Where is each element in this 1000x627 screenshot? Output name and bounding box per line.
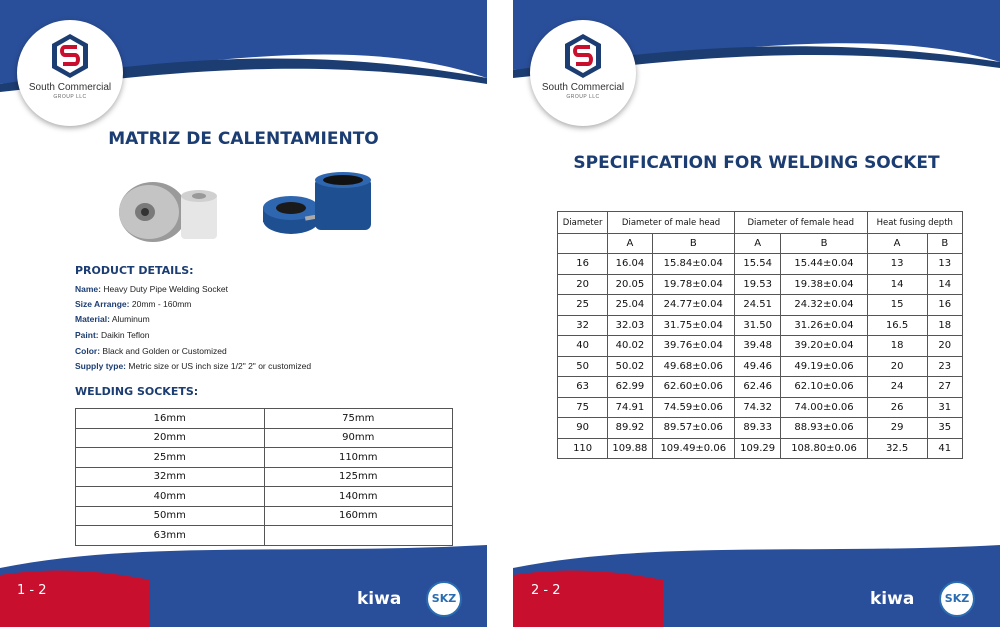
table-cell: A xyxy=(608,234,652,254)
table-row xyxy=(76,487,453,507)
table-cell: 40mm xyxy=(76,487,265,507)
table-cell: 125mm xyxy=(264,467,453,487)
specification-table xyxy=(557,211,963,459)
table-cell: 32mm xyxy=(76,467,265,487)
table-cell: 24.77±0.04 xyxy=(652,295,734,316)
table-cell: 13 xyxy=(927,254,962,275)
column-header: Diameter of female head xyxy=(734,212,867,234)
table-cell: 108.80±0.06 xyxy=(781,438,867,459)
page-number: 1 - 2 xyxy=(17,583,47,598)
column-header: Diameter of male head xyxy=(608,212,735,234)
skz-logo xyxy=(939,581,975,617)
page-gutter xyxy=(487,0,513,627)
table-cell: 15 xyxy=(867,295,927,316)
table-cell: 63mm xyxy=(76,526,265,546)
table-row xyxy=(76,506,453,526)
detail-label: Supply type: xyxy=(75,361,127,371)
detail-value: 20mm - 160mm xyxy=(131,299,192,309)
table-row xyxy=(558,315,963,336)
table-cell: 62.99 xyxy=(608,377,652,398)
table-cell: 31.26±0.04 xyxy=(781,315,867,336)
logo-name: South Commercial xyxy=(28,82,112,93)
table-cell: 49.46 xyxy=(734,356,781,377)
table-cell: 16 xyxy=(558,254,608,275)
column-header: Diameter xyxy=(558,212,608,234)
table-cell: 20mm xyxy=(76,428,265,448)
table-cell: 89.57±0.06 xyxy=(652,418,734,439)
table-cell: 20.05 xyxy=(608,274,652,295)
logo-mark-icon xyxy=(563,33,603,79)
table-cell xyxy=(264,526,453,546)
table-subheader-row xyxy=(558,234,963,254)
table-cell: 110mm xyxy=(264,448,453,468)
table-cell: 39.20±0.04 xyxy=(781,336,867,357)
table-cell: 74.32 xyxy=(734,397,781,418)
table-row xyxy=(558,418,963,439)
detail-material xyxy=(75,314,150,324)
table-row xyxy=(76,526,453,546)
table-cell: B xyxy=(927,234,962,254)
table-cell: 23 xyxy=(927,356,962,377)
table-cell: 32.5 xyxy=(867,438,927,459)
detail-color xyxy=(75,346,227,356)
page-number: 2 - 2 xyxy=(531,583,561,598)
table-cell: 62.60±0.06 xyxy=(652,377,734,398)
table-cell: 74.00±0.06 xyxy=(781,397,867,418)
table-cell: 18 xyxy=(927,315,962,336)
kiwa-logo: kiwa xyxy=(357,589,402,609)
table-cell: 50mm xyxy=(76,506,265,526)
table-cell: 16 xyxy=(927,295,962,316)
logo-name: South Commercial xyxy=(541,82,625,93)
page-2 xyxy=(513,0,1000,627)
table-cell: 20 xyxy=(927,336,962,357)
table-cell: 39.48 xyxy=(734,336,781,357)
table-row xyxy=(76,467,453,487)
table-cell: 49.19±0.06 xyxy=(781,356,867,377)
table-cell: 50.02 xyxy=(608,356,652,377)
table-cell: 90 xyxy=(558,418,608,439)
table-cell: 63 xyxy=(558,377,608,398)
detail-label: Paint: xyxy=(75,330,99,340)
table-cell: 40.02 xyxy=(608,336,652,357)
table-cell: 32 xyxy=(558,315,608,336)
table-cell: 160mm xyxy=(264,506,453,526)
table-cell: 20 xyxy=(558,274,608,295)
table-row xyxy=(558,397,963,418)
table-cell: 20 xyxy=(867,356,927,377)
table-cell: 35 xyxy=(927,418,962,439)
detail-value: Black and Golden or Customized xyxy=(102,346,227,356)
table-row xyxy=(558,254,963,275)
table-cell: 16.04 xyxy=(608,254,652,275)
table-cell: A xyxy=(867,234,927,254)
table-cell: 39.76±0.04 xyxy=(652,336,734,357)
table-row xyxy=(558,336,963,357)
table-cell: 89.92 xyxy=(608,418,652,439)
detail-name xyxy=(75,284,228,294)
logo-mark-icon xyxy=(50,33,90,79)
detail-value: Heavy Duty Pipe Welding Socket xyxy=(103,284,228,294)
table-cell: 50 xyxy=(558,356,608,377)
table-cell: 31.50 xyxy=(734,315,781,336)
page-title: MATRIZ DE CALENTAMIENTO xyxy=(108,129,379,149)
detail-value: Aluminum xyxy=(111,314,150,324)
company-logo xyxy=(530,20,636,126)
detail-supply-type xyxy=(75,361,311,371)
table-cell: A xyxy=(734,234,781,254)
table-cell: 62.46 xyxy=(734,377,781,398)
table-cell: 25 xyxy=(558,295,608,316)
table-cell: 90mm xyxy=(264,428,453,448)
table-row xyxy=(558,377,963,398)
table-cell: 110 xyxy=(558,438,608,459)
table-cell: 15.84±0.04 xyxy=(652,254,734,275)
table-cell: 88.93±0.06 xyxy=(781,418,867,439)
table-row xyxy=(76,428,453,448)
table-cell: 26 xyxy=(867,397,927,418)
table-cell: 40 xyxy=(558,336,608,357)
page-1 xyxy=(0,0,487,627)
table-cell: 75mm xyxy=(264,409,453,429)
skz-logo-text: SKZ xyxy=(944,592,970,605)
table-cell: B xyxy=(781,234,867,254)
table-cell: 41 xyxy=(927,438,962,459)
welding-sockets-table xyxy=(75,408,453,546)
detail-size-arrange xyxy=(75,299,191,309)
kiwa-logo: kiwa xyxy=(870,589,915,609)
table-cell: 32.03 xyxy=(608,315,652,336)
table-row xyxy=(558,274,963,295)
table-cell: 31 xyxy=(927,397,962,418)
table-cell: 89.33 xyxy=(734,418,781,439)
table-cell: 62.10±0.06 xyxy=(781,377,867,398)
table-row xyxy=(76,409,453,429)
table-cell: 25.04 xyxy=(608,295,652,316)
detail-value: Metric size or US inch size 1/2" 2" or customized xyxy=(128,361,312,371)
logo-subtitle: GROUP LLC xyxy=(53,94,87,100)
table-cell: 15.54 xyxy=(734,254,781,275)
table-cell: 109.88 xyxy=(608,438,652,459)
table-cell: 49.68±0.06 xyxy=(652,356,734,377)
detail-label: Color: xyxy=(75,346,101,356)
table-cell: 140mm xyxy=(264,487,453,507)
table-cell: 75 xyxy=(558,397,608,418)
detail-label: Material: xyxy=(75,314,110,324)
table-cell: 14 xyxy=(867,274,927,295)
table-cell: 13 xyxy=(867,254,927,275)
logo-subtitle: GROUP LLC xyxy=(566,94,600,100)
product-image xyxy=(115,172,385,252)
table-cell: B xyxy=(652,234,734,254)
column-header: Heat fusing depth xyxy=(867,212,962,234)
detail-label: Name: xyxy=(75,284,101,294)
page-title: SPECIFICATION FOR WELDING SOCKET xyxy=(573,153,940,173)
table-cell: 109.49±0.06 xyxy=(652,438,734,459)
table-row xyxy=(558,356,963,377)
table-cell: 24.51 xyxy=(734,295,781,316)
detail-paint xyxy=(75,330,150,340)
product-details-heading: PRODUCT DETAILS: xyxy=(75,264,194,277)
table-cell: 29 xyxy=(867,418,927,439)
table-cell: 19.38±0.04 xyxy=(781,274,867,295)
table-cell: 109.29 xyxy=(734,438,781,459)
skz-logo-text: SKZ xyxy=(431,592,457,605)
table-cell: 16.5 xyxy=(867,315,927,336)
company-logo xyxy=(17,20,123,126)
table-cell xyxy=(558,234,608,254)
table-cell: 74.59±0.06 xyxy=(652,397,734,418)
detail-label: Size Arrange: xyxy=(75,299,130,309)
table-row xyxy=(558,438,963,459)
skz-logo xyxy=(426,581,462,617)
table-cell: 14 xyxy=(927,274,962,295)
table-cell: 15.44±0.04 xyxy=(781,254,867,275)
table-cell: 19.53 xyxy=(734,274,781,295)
table-cell: 18 xyxy=(867,336,927,357)
table-cell: 24.32±0.04 xyxy=(781,295,867,316)
table-row xyxy=(558,295,963,316)
welding-sockets-heading: WELDING SOCKETS: xyxy=(75,385,199,398)
detail-value: Daikin Teflon xyxy=(101,330,150,340)
table-cell: 27 xyxy=(927,377,962,398)
table-cell: 16mm xyxy=(76,409,265,429)
table-cell: 74.91 xyxy=(608,397,652,418)
table-row xyxy=(76,448,453,468)
table-cell: 31.75±0.04 xyxy=(652,315,734,336)
table-cell: 19.78±0.04 xyxy=(652,274,734,295)
table-cell: 25mm xyxy=(76,448,265,468)
table-header-row xyxy=(558,212,963,234)
table-cell: 24 xyxy=(867,377,927,398)
